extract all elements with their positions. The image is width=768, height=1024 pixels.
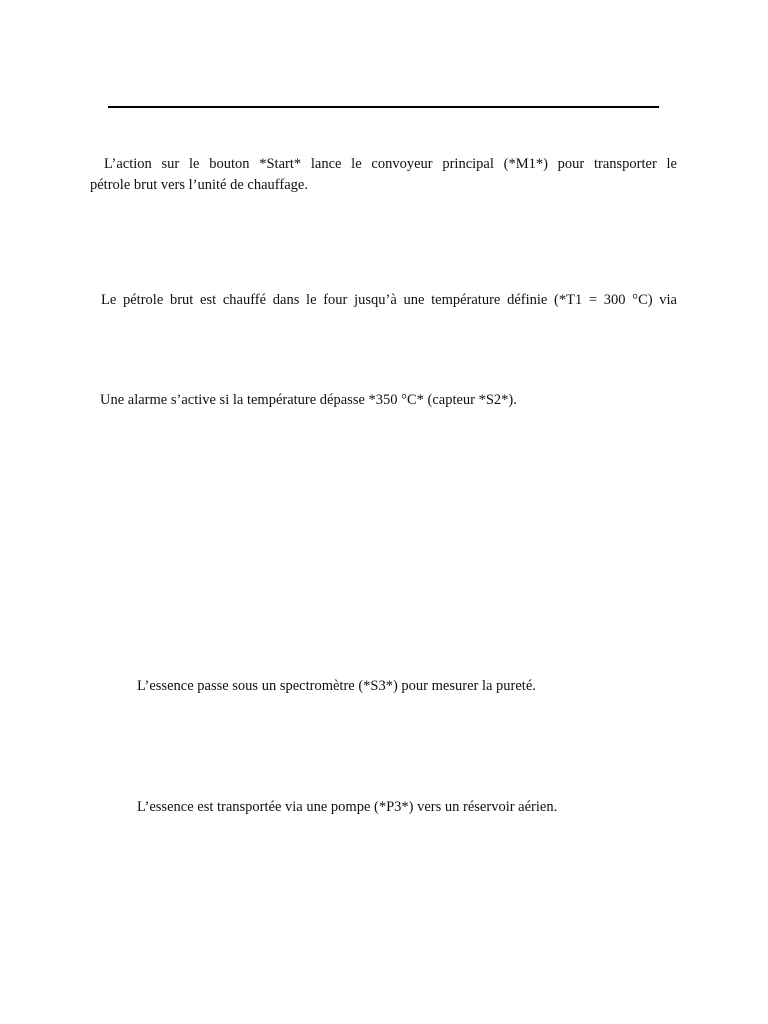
paragraph-pump: L’essence est transportée via une pompe (*P3*) vers un réservoir aérien. (137, 799, 558, 815)
paragraph-spectrometer: L’essence passe sous un spectromètre (*S3*) pour mesurer la pureté. (137, 678, 536, 694)
paragraph-line: pétrole brut vers l’unité de chauffage. (90, 177, 308, 193)
paragraph-alarm: Une alarme s’active si la température dépasse *350 °C* (capteur *S2*). (100, 392, 517, 408)
paragraph-line: L’action sur le bouton *Start* lance le convoyeur principal (*M1*) pour transporter le (104, 156, 677, 172)
paragraph-start-button (90, 154, 677, 196)
paragraph-heating: Le pétrole brut est chauffé dans le four jusqu’à une température définie (*T1 = 300 °C) via (101, 292, 677, 308)
horizontal-rule (108, 106, 659, 108)
